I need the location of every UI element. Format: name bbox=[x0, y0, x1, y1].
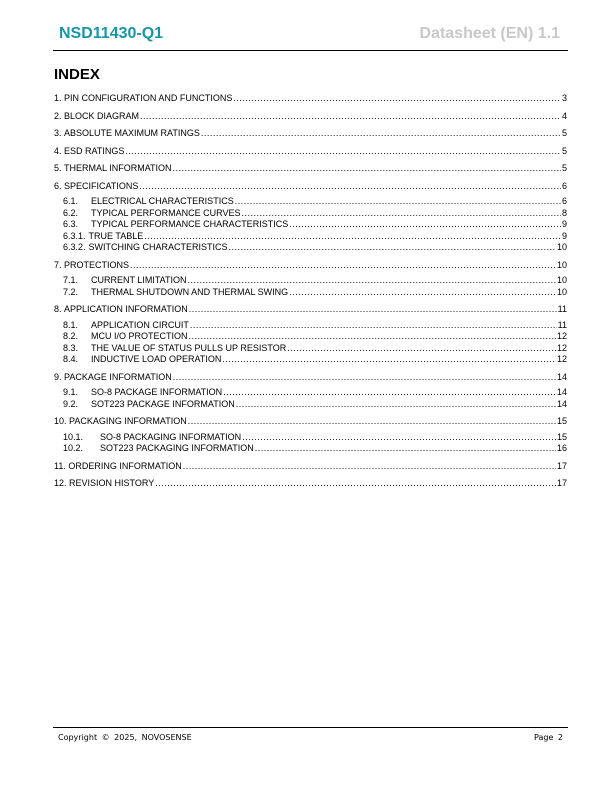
dot-leader bbox=[255, 443, 556, 455]
toc-entry-number: 10.1. bbox=[63, 431, 84, 442]
dot-leader bbox=[289, 287, 556, 299]
toc-subentry[interactable] bbox=[54, 287, 567, 299]
toc-entry-number: 2. bbox=[54, 110, 62, 121]
toc-entry[interactable] bbox=[54, 127, 567, 145]
toc-entry-title: ELECTRICAL CHARACTERISTICS bbox=[91, 196, 234, 206]
toc-entry[interactable] bbox=[54, 303, 567, 321]
toc-subsection-list bbox=[54, 387, 567, 410]
toc-entry-number: 8.4. bbox=[63, 354, 79, 364]
toc-entry-title: SO-8 PACKAGE INFORMATION bbox=[91, 387, 223, 397]
toc-entry[interactable] bbox=[54, 180, 567, 198]
toc-entry-number: 7. bbox=[54, 259, 62, 270]
toc-entry-title: THE VALUE OF STATUS PULLS UP RESISTOR bbox=[91, 342, 287, 353]
dot-leader bbox=[222, 354, 556, 366]
page-title: INDEX bbox=[54, 66, 100, 83]
toc-subentry[interactable] bbox=[54, 231, 567, 243]
dot-leader bbox=[139, 180, 561, 192]
toc-entry[interactable] bbox=[54, 162, 567, 180]
toc-entry[interactable] bbox=[54, 371, 567, 389]
toc-entry-number: 8.3. bbox=[63, 342, 79, 353]
toc-entry[interactable] bbox=[54, 477, 567, 495]
toc-entry-title: PROTECTIONS bbox=[64, 259, 130, 270]
dot-leader bbox=[173, 162, 561, 174]
toc-subentry[interactable] bbox=[54, 320, 567, 332]
toc-entry-title: APPLICATION CIRCUIT bbox=[91, 319, 189, 330]
toc-entry-title: APPLICATION INFORMATION bbox=[64, 304, 188, 314]
toc-entry-title: PIN CONFIGURATION AND FUNCTIONS bbox=[64, 93, 233, 103]
toc-entry-number: 9.1. bbox=[63, 387, 79, 397]
toc-entry-page: 8 bbox=[561, 207, 567, 218]
toc-entry-number: 10. bbox=[54, 416, 67, 426]
dot-leader bbox=[130, 259, 556, 271]
toc-entry-page: 15 bbox=[556, 416, 567, 426]
toc-entry-title: SPECIFICATIONS bbox=[64, 180, 139, 191]
toc-entry-page: 14 bbox=[556, 387, 567, 397]
toc-entry-number: 11. bbox=[54, 460, 66, 471]
toc-entry-title: ESD RATINGS bbox=[64, 145, 125, 156]
table-of-contents bbox=[54, 92, 567, 495]
toc-entry-number: 10.2. bbox=[63, 443, 84, 453]
toc-entry[interactable] bbox=[54, 415, 567, 433]
toc-entry-page: 6 bbox=[561, 196, 567, 206]
toc-subentry[interactable] bbox=[54, 196, 567, 208]
dot-leader bbox=[229, 242, 556, 254]
toc-entry-number: 7.2. bbox=[63, 286, 79, 297]
toc-entry-number: 12. bbox=[54, 478, 67, 488]
toc-subsection-list bbox=[54, 275, 567, 298]
toc-entry-title: ORDERING INFORMATION bbox=[68, 460, 182, 471]
toc-entry-number: 1. bbox=[54, 93, 62, 103]
toc-entry-title: CURRENT LIMITATION bbox=[91, 275, 187, 285]
toc-subentry[interactable] bbox=[54, 219, 567, 231]
toc-entry-title: SOT223 PACKAGING INFORMATION bbox=[100, 443, 254, 453]
dot-leader bbox=[189, 331, 556, 343]
toc-entry-page: 12 bbox=[556, 354, 567, 364]
toc-entry-number: 6. bbox=[54, 180, 62, 191]
toc-entry-number: 8.1. bbox=[63, 319, 79, 330]
toc-entry-title: REVISION HISTORY bbox=[69, 478, 155, 488]
dot-leader bbox=[188, 275, 556, 287]
toc-entry-page: 10 bbox=[556, 275, 567, 285]
toc-entry-number: 9. bbox=[54, 371, 62, 382]
product-name: NSD11430-Q1 bbox=[59, 25, 164, 42]
toc-entry-page: 9 bbox=[561, 219, 567, 229]
document-version: Datasheet (EN) 1.1 bbox=[419, 25, 560, 42]
toc-entry-page: 4 bbox=[561, 110, 567, 121]
toc-entry-page: 12 bbox=[556, 342, 567, 353]
toc-entry-title: THERMAL SHUTDOWN AND THERMAL SWING bbox=[91, 286, 289, 297]
toc-entry-page: 14 bbox=[556, 371, 567, 382]
toc-entry-page: 11 bbox=[557, 304, 567, 314]
dot-leader bbox=[236, 399, 556, 411]
dot-leader bbox=[189, 303, 557, 315]
toc-subentry[interactable] bbox=[54, 343, 567, 355]
toc-entry-page: 11 bbox=[557, 319, 567, 330]
toc-entry-number: 9.2. bbox=[63, 398, 79, 409]
toc-entry-page: 15 bbox=[556, 431, 567, 442]
toc-subentry[interactable] bbox=[54, 331, 567, 343]
toc-entry-page: 10 bbox=[556, 286, 567, 297]
dot-leader bbox=[223, 387, 556, 399]
toc-entry-title: ABSOLUTE MAXIMUM RATINGS bbox=[64, 128, 200, 138]
toc-subsection-list bbox=[54, 196, 567, 254]
toc-subentry[interactable] bbox=[54, 399, 567, 411]
toc-entry-number: 6.2. bbox=[63, 207, 79, 218]
toc-entry-title: BLOCK DIAGRAM bbox=[64, 110, 140, 121]
toc-entry[interactable] bbox=[54, 145, 567, 163]
toc-entry-page: 5 bbox=[561, 128, 567, 138]
toc-entry-number: 6.3.1. bbox=[63, 230, 86, 241]
toc-entry-page: 17 bbox=[556, 460, 567, 471]
dot-leader bbox=[140, 110, 561, 122]
toc-subsection-list bbox=[54, 432, 567, 455]
toc-entry-number: 6.3. bbox=[63, 219, 79, 229]
dot-leader bbox=[125, 145, 561, 157]
dot-leader bbox=[242, 432, 556, 444]
dot-leader bbox=[289, 219, 561, 231]
toc-subsection-list bbox=[54, 320, 567, 366]
toc-entry-page: 10 bbox=[556, 242, 567, 252]
toc-entry-number: 4. bbox=[54, 145, 62, 156]
toc-subentry[interactable] bbox=[54, 432, 567, 444]
toc-entry-number: 6.3.2. bbox=[63, 242, 86, 252]
toc-subentry[interactable] bbox=[54, 354, 567, 366]
toc-entry[interactable] bbox=[54, 259, 567, 277]
copyright-text: Copyright © 2025, NOVOSENSE bbox=[58, 733, 192, 742]
toc-entry-page: 3 bbox=[561, 93, 567, 103]
toc-entry-number: 7.1. bbox=[63, 275, 79, 285]
toc-entry-title: PACKAGE INFORMATION bbox=[64, 371, 172, 382]
dot-leader bbox=[144, 231, 561, 243]
toc-entry-title: INDUCTIVE LOAD OPERATION bbox=[91, 354, 222, 364]
toc-entry-number: 6.1. bbox=[63, 196, 79, 206]
dot-leader bbox=[233, 92, 561, 104]
toc-subentry[interactable] bbox=[54, 275, 567, 287]
toc-entry-title: TRUE TABLE bbox=[88, 230, 144, 241]
toc-entry-number: 5. bbox=[54, 163, 62, 173]
dot-leader bbox=[242, 208, 561, 220]
dot-leader bbox=[235, 196, 561, 208]
toc-entry-page: 5 bbox=[561, 163, 567, 173]
toc-entry[interactable] bbox=[54, 460, 567, 478]
toc-entry-page: 10 bbox=[556, 259, 567, 270]
toc-entry-number: 3. bbox=[54, 128, 62, 138]
dot-leader bbox=[155, 477, 556, 489]
dot-leader bbox=[190, 320, 557, 332]
dot-leader bbox=[201, 127, 561, 139]
toc-subentry[interactable] bbox=[54, 387, 567, 399]
toc-entry-title: PACKAGING INFORMATION bbox=[69, 416, 187, 426]
footer-divider bbox=[53, 727, 568, 728]
toc-entry-title: SOT223 PACKAGE INFORMATION bbox=[91, 398, 235, 409]
toc-subentry[interactable] bbox=[54, 208, 567, 220]
page-number: Page 2 bbox=[534, 733, 563, 742]
toc-entry-title: THERMAL INFORMATION bbox=[64, 163, 172, 173]
toc-entry-title: TYPICAL PERFORMANCE CURVES bbox=[91, 207, 241, 218]
dot-leader bbox=[287, 343, 556, 355]
toc-entry-page: 14 bbox=[556, 398, 567, 409]
toc-entry[interactable] bbox=[54, 110, 567, 128]
header-divider bbox=[53, 50, 568, 51]
toc-entry-number: 8.2. bbox=[63, 331, 79, 341]
dot-leader bbox=[183, 460, 556, 472]
toc-entry-page: 9 bbox=[561, 230, 567, 241]
toc-entry-page: 6 bbox=[561, 180, 567, 191]
toc-entry-page: 17 bbox=[556, 478, 567, 488]
toc-entry-page: 16 bbox=[556, 443, 567, 453]
toc-entry-title: MCU I/O PROTECTION bbox=[91, 331, 188, 341]
toc-subentry[interactable] bbox=[54, 242, 567, 254]
toc-entry-title: SWITCHING CHARACTERISTICS bbox=[88, 242, 228, 252]
toc-entry-number: 8. bbox=[54, 304, 62, 314]
toc-entry-title: TYPICAL PERFORMANCE CHARACTERISTICS bbox=[91, 219, 289, 229]
toc-entry[interactable] bbox=[54, 92, 567, 110]
toc-entry-page: 5 bbox=[561, 145, 567, 156]
toc-subentry[interactable] bbox=[54, 443, 567, 455]
dot-leader bbox=[188, 415, 556, 427]
toc-entry-page: 12 bbox=[556, 331, 567, 341]
dot-leader bbox=[173, 371, 556, 383]
toc-entry-title: SO-8 PACKAGING INFORMATION bbox=[100, 431, 242, 442]
